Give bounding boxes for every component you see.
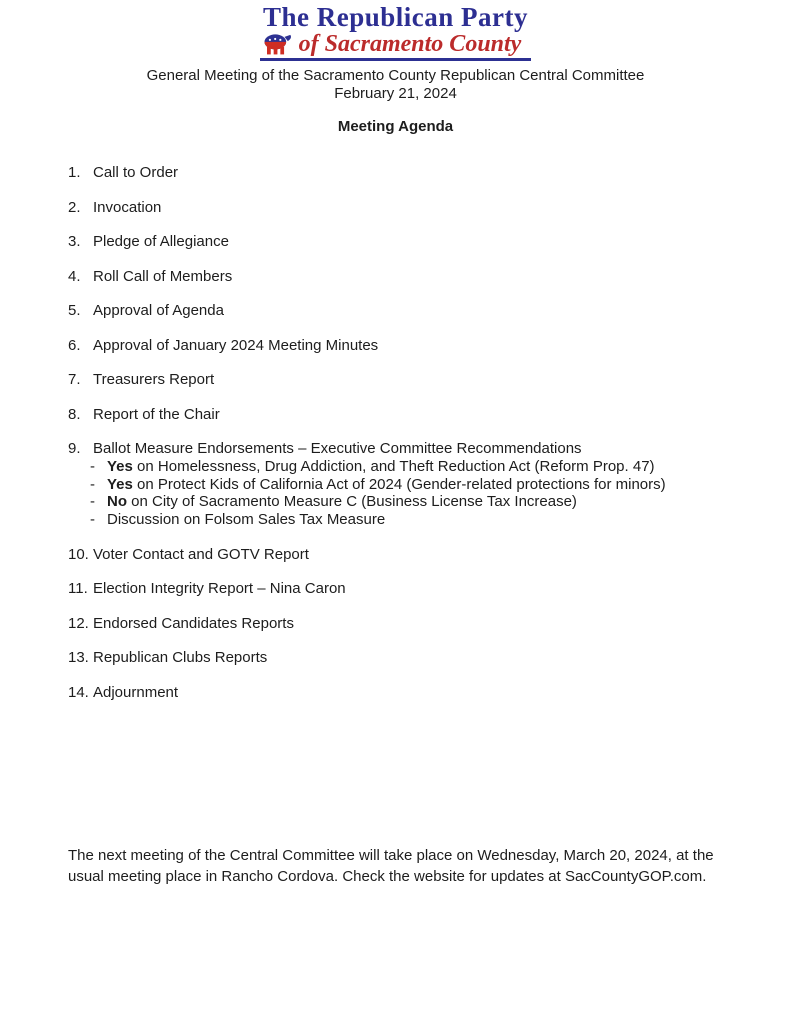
agenda-item-number: 12.	[68, 614, 89, 632]
agenda-item-3	[0, 233, 791, 250]
agenda-item-line	[0, 302, 791, 319]
agenda-item-number: 7.	[68, 371, 81, 388]
agenda-item-line	[0, 371, 791, 388]
agenda-item-text: Voter Contact and GOTV Report	[93, 545, 309, 563]
agenda-item-number: 8.	[68, 405, 81, 423]
agenda-sub-item	[0, 458, 791, 476]
agenda-item-text: Ballot Measure Endorsements – Executive Committee Recommendations	[93, 440, 582, 457]
section-title: Meeting Agenda	[337, 118, 454, 135]
agenda-item-text: Election Integrity Report – Nina Caron	[93, 580, 346, 597]
agenda-item-9	[0, 440, 791, 528]
logo-subtitle: of Sacramento County	[298, 31, 522, 57]
agenda-list	[0, 164, 791, 701]
sub-item-text-wrap	[107, 458, 791, 476]
agenda-item-number: 6.	[68, 336, 81, 354]
agenda-item-11	[0, 580, 791, 597]
agenda-item-number: 3.	[68, 233, 81, 250]
agenda-item-2	[0, 199, 791, 216]
agenda-item-number: 2.	[68, 198, 81, 216]
agenda-item-text: Pledge of Allegiance	[93, 233, 229, 250]
agenda-item-line	[0, 337, 791, 354]
agenda-item-number: 5.	[68, 302, 81, 319]
meeting-title: General Meeting of the Sacramento County Republican Central Committee	[146, 67, 645, 84]
sub-bullet: -	[90, 475, 95, 493]
agenda-item-number: 10.	[68, 545, 89, 563]
meeting-date: February 21, 2024	[334, 84, 457, 102]
agenda-item-text: Adjournment	[93, 683, 179, 701]
agenda-sub-item	[0, 476, 791, 494]
agenda-item-line	[0, 649, 791, 666]
agenda-item-4	[0, 268, 791, 285]
sub-item-text: on Homelessness, Drug Addiction, and Theft Reduction Act (Reform Prop. 47)	[132, 458, 655, 475]
agenda-sub-item	[0, 493, 791, 511]
logo-subtitle-row	[260, 31, 532, 61]
sub-item-vote: Yes	[107, 458, 133, 475]
agenda-item-line	[0, 615, 791, 632]
sub-item-text-wrap	[107, 476, 791, 494]
agenda-item-12	[0, 615, 791, 632]
agenda-item-line	[0, 580, 791, 597]
agenda-item-number: 13.	[68, 649, 89, 666]
agenda-item-line	[0, 406, 791, 423]
sub-item-text: Discussion on Folsom Sales Tax Measure	[107, 510, 386, 528]
sub-bullet: -	[90, 493, 95, 510]
agenda-item-number: 9.	[68, 440, 81, 457]
next-meeting-note: The next meeting of the Central Committee will take place on Wednesday, March 20, 2024, at the usual meeting place in Rancho Cordova. Check the website for updates at SacCountyGOP.com.	[68, 846, 714, 885]
agenda-item-5	[0, 302, 791, 319]
agenda-item-line	[0, 684, 791, 701]
agenda-item-1	[0, 164, 791, 181]
agenda-item-number: 4.	[68, 267, 81, 285]
agenda-item-text: Approval of Agenda	[93, 302, 224, 319]
agenda-item-line	[0, 268, 791, 285]
agenda-item-number: 14.	[68, 683, 89, 701]
gop-elephant-icon	[262, 31, 292, 57]
agenda-sub-item	[0, 511, 791, 529]
agenda-item-number: 11.	[68, 580, 88, 597]
agenda-item-text: Treasurers Report	[93, 371, 215, 388]
agenda-item-line	[0, 233, 791, 250]
sub-item-vote: No	[107, 493, 127, 510]
logo-title: The Republican Party	[262, 2, 528, 32]
meeting-header	[0, 67, 791, 102]
sub-bullet: -	[90, 510, 95, 528]
sub-bullet: -	[90, 458, 95, 475]
agenda-item-text: Call to Order	[93, 164, 179, 181]
agenda-item-text: Approval of January 2024 Meeting Minutes	[93, 336, 379, 354]
sub-item-text-wrap	[107, 493, 791, 511]
agenda-item-8	[0, 406, 791, 423]
agenda-item-13	[0, 649, 791, 666]
agenda-item-6	[0, 337, 791, 354]
sub-item-vote: Yes	[107, 475, 133, 493]
agenda-item-text: Report of the Chair	[93, 405, 220, 423]
agenda-item-text: Republican Clubs Reports	[93, 649, 268, 666]
agenda-item-7	[0, 371, 791, 388]
agenda-item-text: Invocation	[93, 198, 162, 216]
agenda-item-line	[0, 440, 791, 457]
sub-item-text: on Protect Kids of California Act of 2024 (Gender-related protections for minors)	[132, 475, 666, 493]
agenda-item-14	[0, 684, 791, 701]
agenda-item-line	[0, 164, 791, 181]
org-logo	[0, 0, 791, 61]
agenda-sub-list	[0, 458, 791, 528]
agenda-item-number: 1.	[68, 164, 81, 181]
agenda-item-text: Roll Call of Members	[93, 267, 233, 285]
sub-item-text-wrap	[107, 511, 791, 529]
agenda-item-line	[0, 546, 791, 563]
agenda-item-text: Endorsed Candidates Reports	[93, 614, 294, 632]
agenda-item-line	[0, 199, 791, 216]
agenda-item-10	[0, 546, 791, 563]
sub-item-text: on City of Sacramento Measure C (Business License Tax Increase)	[127, 493, 577, 510]
